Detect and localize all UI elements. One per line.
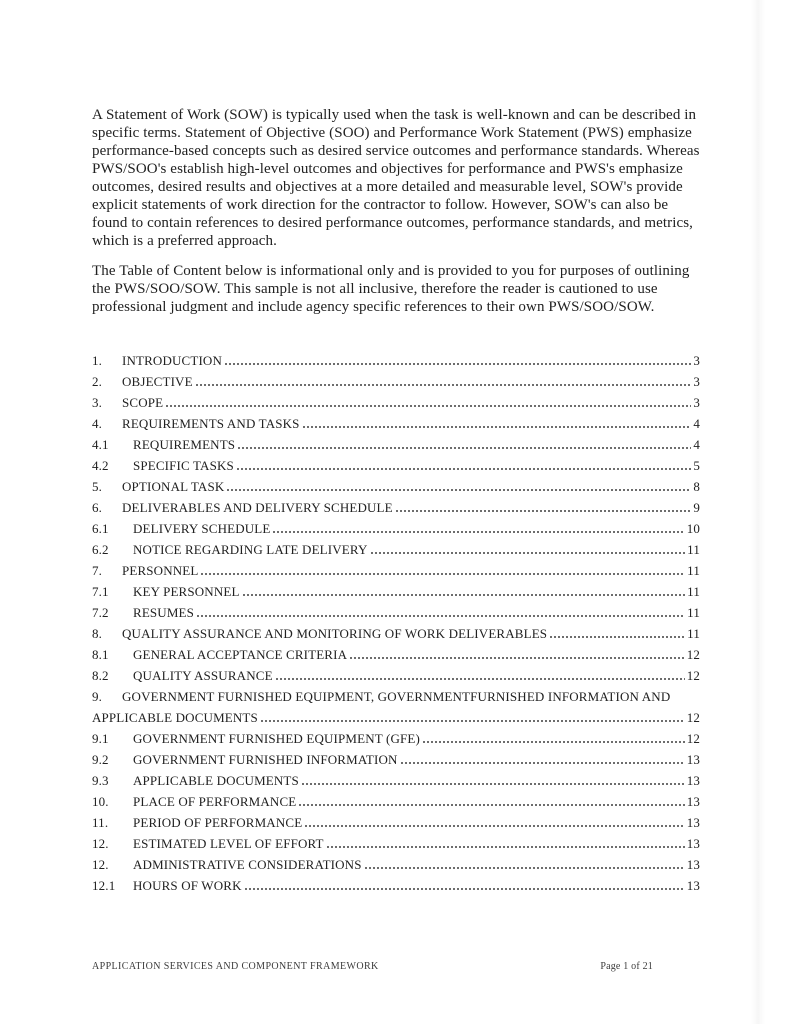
- toc-entry-number: 12.: [92, 857, 109, 872]
- toc-leader-dots: [201, 573, 685, 575]
- toc-leader-dots: [196, 384, 692, 386]
- toc-entry-title: ADMINISTRATIVE CONSIDERATIONS: [133, 857, 362, 872]
- toc-entry-number: 6.1: [92, 521, 109, 536]
- toc-entry-number: 7.2: [92, 605, 109, 620]
- toc-leader-dots: [197, 615, 685, 617]
- scan-edge-artifact: [751, 0, 765, 1024]
- toc-entry-page: 3: [693, 353, 700, 368]
- toc-entry: [92, 647, 700, 668]
- toc-entry-title: KEY PERSONNEL: [133, 584, 240, 599]
- toc-leader-dots: [273, 531, 684, 533]
- toc-entry-page: 13: [686, 794, 700, 809]
- toc-entry: [92, 395, 700, 416]
- toc-entry-title: GOVERNMENT FURNISHED INFORMATION: [133, 752, 398, 767]
- toc-entry-page: 3: [693, 374, 700, 389]
- toc-entry: [92, 521, 700, 542]
- toc-entry-title: GOVERNMENT FURNISHED EQUIPMENT (GFE): [133, 731, 420, 746]
- toc-leader-dots: [299, 804, 684, 806]
- toc-leader-dots: [237, 468, 691, 470]
- toc-entry-page: 13: [686, 752, 700, 767]
- toc-entry-title: DELIVERABLES AND DELIVERY SCHEDULE: [122, 500, 393, 515]
- toc-leader-dots: [276, 678, 685, 680]
- toc-leader-dots: [302, 783, 685, 785]
- toc-entry-number: 9.2: [92, 752, 109, 767]
- toc-entry-title: PERSONNEL: [122, 563, 199, 578]
- toc-entry: [92, 437, 700, 458]
- toc-entry-page: 11: [687, 605, 700, 620]
- toc-entry-page: 3: [693, 395, 700, 410]
- toc-entry: [92, 815, 700, 836]
- toc-entry: [92, 605, 700, 626]
- toc-leader-dots: [243, 594, 686, 596]
- toc-entry-title: GENERAL ACCEPTANCE CRITERIA: [133, 647, 348, 662]
- toc-entry: [92, 458, 700, 479]
- toc-entry-page: 13: [686, 857, 700, 872]
- toc-entry-page: 13: [686, 773, 700, 788]
- toc-entry-number: 7.1: [92, 584, 109, 599]
- toc-entry-title: REQUIREMENTS AND TASKS: [122, 416, 300, 431]
- toc-entry: [92, 668, 700, 689]
- toc-entry-page: 11: [687, 563, 700, 578]
- toc-entry: [92, 563, 700, 584]
- toc-entry-page: 11: [687, 584, 700, 599]
- toc-entry-number: 3.: [92, 395, 103, 410]
- toc-entry-number: 4.: [92, 416, 103, 431]
- toc-entry-number: 1.: [92, 353, 103, 368]
- toc-entry-title: DELIVERY SCHEDULE: [133, 521, 271, 536]
- toc-entry: [92, 794, 700, 815]
- toc-entry: [92, 374, 700, 395]
- toc-leader-dots: [166, 405, 691, 407]
- toc-leader-dots: [261, 720, 685, 722]
- toc-entry-number: 9.: [92, 689, 103, 704]
- toc-leader-dots: [303, 426, 692, 428]
- toc-entry: [92, 857, 700, 878]
- toc-leader-dots: [225, 363, 691, 365]
- toc-entry-number: 12.: [92, 836, 109, 851]
- toc-leader-dots: [550, 636, 685, 638]
- toc-entry: [92, 773, 700, 794]
- toc-entry-page: 10: [686, 521, 700, 536]
- toc-leader-dots: [245, 888, 685, 890]
- toc-entry-title: ESTIMATED LEVEL OF EFFORT: [133, 836, 324, 851]
- toc-entry: [92, 542, 700, 563]
- toc-entry-number: 9.1: [92, 731, 109, 746]
- toc-entry-number: 11.: [92, 815, 109, 830]
- toc-entry-title: REQUIREMENTS: [133, 437, 236, 452]
- toc-entry-title: OBJECTIVE: [122, 374, 193, 389]
- toc-entry-page: 12: [686, 710, 700, 725]
- toc-leader-dots: [305, 825, 684, 827]
- toc-leader-dots: [227, 489, 691, 491]
- toc-entry-number: 8.1: [92, 647, 109, 662]
- toc-entry-title: SPECIFIC TASKS: [133, 458, 234, 473]
- toc-entry-number: 12.1: [92, 878, 116, 893]
- toc-entry-number: 2.: [92, 374, 103, 389]
- toc-entry-title: APPLICABLE DOCUMENTS: [133, 773, 299, 788]
- toc-entry-page: 4: [693, 437, 700, 452]
- toc-entry-page: 8: [693, 479, 700, 494]
- toc-entry-title: INTRODUCTION: [122, 353, 223, 368]
- toc-leader-dots: [396, 510, 692, 512]
- toc-entry-title: QUALITY ASSURANCE AND MONITORING OF WORK DELIVERABLES: [122, 626, 548, 641]
- toc-entry-number: 10.: [92, 794, 109, 809]
- footer-document-title: APPLICATION SERVICES AND COMPONENT FRAMEWORK: [92, 961, 379, 972]
- table-of-contents: [92, 353, 700, 899]
- toc-entry-title: NOTICE REGARDING LATE DELIVERY: [133, 542, 368, 557]
- toc-entry: [92, 584, 700, 605]
- toc-entry-page: 13: [686, 836, 700, 851]
- toc-entry-title: SCOPE: [122, 395, 164, 410]
- toc-entry-number: 8.2: [92, 668, 109, 683]
- toc-entry: [92, 836, 700, 857]
- toc-entry-page: 12: [686, 731, 700, 746]
- toc-entry: [92, 731, 700, 752]
- toc-disclaimer-paragraph: The Table of Content below is informational only and is provided to you for purposes of outlining the PWS/SOO/SOW. This sample is not all inclusive, therefore the reader is cautioned to use professional judgment and include agency specific references to their own PWS/SOO/SOW.: [92, 263, 690, 315]
- toc-entry-page: 13: [686, 878, 700, 893]
- toc-entry: [92, 479, 700, 500]
- toc-entry-number: 6.2: [92, 542, 109, 557]
- toc-entry-title: RESUMES: [133, 605, 195, 620]
- toc-entry-title: PERIOD OF PERFORMANCE: [133, 815, 303, 830]
- toc-leader-dots: [238, 447, 691, 449]
- toc-entry-number: 6.: [92, 500, 103, 515]
- sow-description-paragraph: A Statement of Work (SOW) is typically used when the task is well-known and can be described in specific terms. Statement of Objective (SOO) and Performance Work Statement (PWS) emphasize performance-based concepts such as desired service outcomes and performance standards. Whereas PWS/SOO's establish high-level outcomes and objectives for performance and PWS's emphasize outcomes, desired results and objectives at a more detailed and measurable level, SOW's provide explicit statements of work direction for the contractor to follow. However, SOW's can also be found to contain references to desired performance outcomes, performance standards, and metrics, which is a preferred approach.: [92, 107, 700, 249]
- toc-entry-title: QUALITY ASSURANCE: [133, 668, 273, 683]
- toc-leader-dots: [371, 552, 686, 554]
- toc-entry: [92, 752, 700, 773]
- toc-entry-number: 7.: [92, 563, 103, 578]
- toc-entry-page: 11: [687, 626, 700, 641]
- toc-entry-number: 8.: [92, 626, 103, 641]
- toc-entry: [92, 416, 700, 437]
- toc-entry-title: APPLICABLE DOCUMENTS: [92, 710, 258, 725]
- toc-entry-page: 5: [693, 458, 700, 473]
- toc-entry: [92, 710, 700, 731]
- toc-entry-title: GOVERNMENT FURNISHED EQUIPMENT, GOVERNMENTFURNISHED INFORMATION AND: [122, 689, 671, 704]
- toc-entry-number: 9.3: [92, 773, 109, 788]
- toc-entry-number: 5.: [92, 479, 103, 494]
- toc-entry-title: PLACE OF PERFORMANCE: [133, 794, 297, 809]
- toc-entry-page: 11: [687, 542, 700, 557]
- page-footer: [92, 961, 699, 972]
- toc-entry-page: 4: [693, 416, 700, 431]
- toc-entry-number: 4.2: [92, 458, 109, 473]
- toc-leader-dots: [401, 762, 685, 764]
- toc-entry: [92, 878, 700, 899]
- toc-entry-page: 12: [686, 668, 700, 683]
- page-content: [92, 106, 700, 899]
- toc-entry: [92, 626, 700, 647]
- toc-leader-dots: [327, 846, 685, 848]
- toc-entry: [92, 500, 700, 521]
- toc-entry: [92, 353, 700, 374]
- toc-entry-title: OPTIONAL TASK: [122, 479, 225, 494]
- toc-entry-page: 9: [693, 500, 700, 515]
- toc-entry: [92, 689, 700, 710]
- toc-entry-title: HOURS OF WORK: [133, 878, 242, 893]
- toc-leader-dots: [350, 657, 685, 659]
- footer-page-number: Page 1 of 21: [600, 961, 653, 972]
- toc-leader-dots: [365, 867, 685, 869]
- toc-entry-number: 4.1: [92, 437, 109, 452]
- toc-leader-dots: [423, 741, 685, 743]
- toc-entry-page: 13: [686, 815, 700, 830]
- toc-entry-page: 12: [686, 647, 700, 662]
